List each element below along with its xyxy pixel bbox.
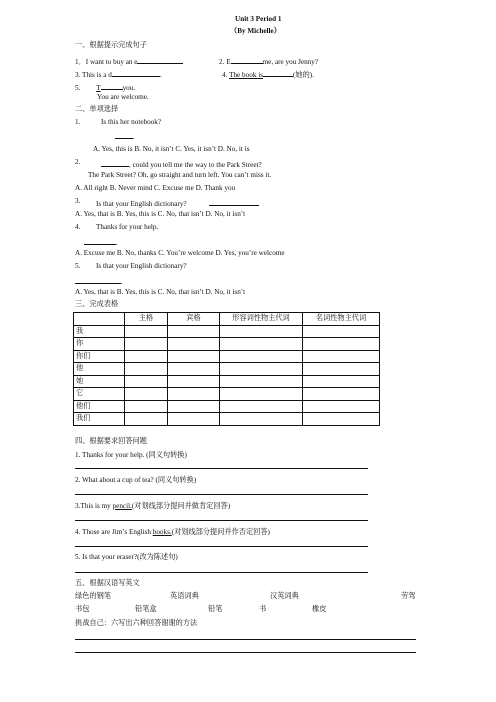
s5-word: 橡皮: [312, 605, 327, 613]
section1-heading: 一、根据提示完成句子: [75, 41, 147, 49]
table-row: [74, 350, 380, 363]
table-answer-cell[interactable]: [168, 350, 220, 363]
table-answer-cell[interactable]: [168, 338, 220, 351]
s4-q3-instruction: (对划线部分提问并做肯定回答): [131, 502, 231, 510]
s1-question-4: [222, 68, 314, 80]
s1-q5-underlined: T: [96, 84, 101, 92]
table-answer-cell[interactable]: [220, 413, 303, 426]
section2-heading: 二、单项选择: [75, 105, 119, 113]
s5-answer-line-2[interactable]: [75, 652, 416, 653]
s2-q1-num: 1.: [75, 118, 81, 126]
author-line: （By Michelle）: [230, 27, 281, 35]
s2-q4-blank-end: .: [116, 239, 118, 247]
s4-q1-answer-line[interactable]: [75, 468, 368, 469]
s2-q4-options[interactable]: A. Excuse me B. No, thanks C. You’re welcome D. Yes, you’re welcome: [75, 249, 285, 257]
s2-q1-text: Is this her notebook?: [101, 118, 162, 126]
s1-q5-reply: You are welcome.: [97, 93, 149, 101]
table-answer-cell[interactable]: [303, 413, 380, 426]
table-answer-cell[interactable]: [125, 413, 168, 426]
table-answer-cell[interactable]: [125, 375, 168, 388]
s4-q4-prefix: 4. Those are Jim’s English: [75, 528, 153, 536]
s2-q5-blank-end: .: [121, 278, 123, 286]
table-answer-cell[interactable]: [168, 375, 220, 388]
table-header-cell: 主格: [125, 313, 168, 326]
s2-q1-answer-blank[interactable]: [115, 130, 133, 139]
s1-q4-hint: (她的).: [293, 71, 314, 79]
s1-q2-suffix: me, are you Jenny?: [262, 58, 319, 66]
table-answer-cell[interactable]: [303, 375, 380, 388]
table-answer-cell[interactable]: [303, 325, 380, 338]
s1-question-1: [75, 55, 183, 67]
s1-q3-answer-blank[interactable]: [112, 68, 160, 77]
s4-q3-prefix: 3.This is my: [75, 502, 113, 510]
s1-q5-num: 5.: [75, 84, 81, 92]
s5-answer-line-1[interactable]: [75, 639, 416, 640]
worksheet-title: Unit 3 Period 1: [235, 15, 282, 23]
table-header-cell: 宾格: [168, 313, 220, 326]
table-row-label: 你们: [74, 350, 125, 363]
s1-q5-suffix: you.: [122, 84, 136, 92]
section4-heading: 四、根据要求回答问题: [75, 437, 147, 445]
s2-q4-answer-blank[interactable]: [84, 236, 116, 245]
s4-q4-underlined: books.: [152, 528, 172, 536]
table-answer-cell[interactable]: [168, 363, 220, 376]
table-answer-cell[interactable]: [220, 375, 303, 388]
s2-q1-blank: [115, 130, 135, 142]
table-answer-cell[interactable]: [220, 338, 303, 351]
table-row-label: 他们: [74, 400, 125, 413]
pronoun-table: [73, 312, 380, 426]
table-row: [74, 413, 380, 426]
s2-q4-blank: [84, 236, 118, 248]
s4-q4-instruction: (对划线部分提问并作否定回答): [171, 528, 270, 536]
table-row-label: 他: [74, 363, 125, 376]
table-answer-cell[interactable]: [168, 388, 220, 401]
s1-q1-answer-blank[interactable]: [137, 55, 183, 64]
table-row-label: 它: [74, 388, 125, 401]
s1-q4-prefix: 4.: [222, 71, 230, 79]
s1-q1-text: 1．I want to buy an e: [75, 58, 138, 66]
section3-heading: 三、完成表格: [75, 300, 119, 308]
s2-q3-text: [96, 197, 259, 209]
table-row: [74, 375, 380, 388]
s2-q4-num: 4.: [75, 223, 81, 231]
s4-q5-answer-line[interactable]: [75, 572, 368, 573]
table-row: [74, 363, 380, 376]
s2-q3-num: 3.: [75, 197, 81, 205]
s1-q2-text: 2. E: [219, 58, 231, 66]
table-row: [74, 338, 380, 351]
s2-q2-options[interactable]: A. All right B. Never mind C. Excuse me D. Thank you: [75, 184, 236, 192]
table-row-label: 我: [74, 325, 125, 338]
table-row-label: 我们: [74, 413, 125, 426]
s4-question-1: 1. Thanks for your help. (同义句转换): [75, 451, 187, 459]
s4-q3-answer-line[interactable]: [75, 520, 368, 521]
table-answer-cell[interactable]: [168, 413, 220, 426]
table-header-row: [74, 313, 380, 326]
s1-q5-answer-blank[interactable]: [101, 81, 123, 90]
s2-q5-options[interactable]: A. Yes, that is B. Yes, this is C. No, that isn’t D. No, it isn’t: [75, 288, 246, 296]
s2-q3-answer-blank[interactable]: [209, 197, 259, 206]
table-answer-cell[interactable]: [125, 400, 168, 413]
s2-q2-question: , could you tell me the way to the Park Street?: [129, 161, 262, 169]
s5-word: 劳驾: [401, 592, 416, 600]
s4-q2-answer-line[interactable]: [75, 494, 368, 495]
table-header-cell: [74, 313, 125, 326]
s2-q1-options[interactable]: A. Yes, this is B. No, it isn’t C. Yes, it isn’t D. No, it is: [93, 145, 250, 153]
s5-word: 英语词典: [170, 592, 199, 600]
table-answer-cell[interactable]: [125, 325, 168, 338]
s2-q5-text: Is that your English dictionary?: [96, 262, 187, 270]
s2-q5-blank: [75, 275, 123, 287]
table-row-label: 她: [74, 375, 125, 388]
s2-q3-options[interactable]: A. Yes, that is B. Yes, this is C. No, that isn’t D. No, it isn’t: [75, 210, 246, 218]
table-answer-cell[interactable]: [303, 350, 380, 363]
s2-q2-num: 2.: [75, 158, 81, 166]
table-header-cell: 形容词性物主代词: [220, 313, 303, 326]
s5-word: 绿色的钢笔: [75, 592, 111, 600]
s2-q2-reply: The Park Street? Oh, go straight and turn left. You can’t miss it.: [88, 171, 272, 179]
table-answer-cell[interactable]: [125, 350, 168, 363]
s4-question-2: 2. What about a cup of tea? (同义句转换): [75, 476, 197, 484]
table-answer-cell[interactable]: [303, 400, 380, 413]
s2-q4-text: Thanks for your help.: [96, 223, 159, 231]
s1-q3-suffix: .: [159, 71, 162, 79]
s5-word: 书包: [75, 605, 90, 613]
s1-question-3: [75, 68, 162, 80]
s5-word: 汉英词典: [270, 592, 299, 600]
s4-q4-answer-line[interactable]: [75, 546, 368, 547]
s1-question-5: [75, 81, 135, 93]
s5-word: 书: [259, 605, 267, 613]
table-row: [74, 388, 380, 401]
s2-q3-question: Is that your English dictionary?: [96, 200, 187, 208]
table-answer-cell[interactable]: [220, 350, 303, 363]
s2-q2-answer-blank[interactable]: [101, 158, 129, 167]
s1-q4-answer-blank[interactable]: [263, 68, 293, 77]
table-answer-cell[interactable]: [303, 363, 380, 376]
table-row: [74, 400, 380, 413]
section5-heading: 五、根据汉语写英文: [75, 579, 140, 587]
table-answer-cell[interactable]: [303, 388, 380, 401]
table-answer-cell[interactable]: [220, 363, 303, 376]
s2-q5-num: 5.: [75, 262, 81, 270]
s4-q3-underlined: pencil.: [112, 502, 132, 510]
s5-word: 铅笔盒: [135, 605, 157, 613]
table-header-cell: 名词性物主代词: [303, 313, 380, 326]
s1-q2-answer-blank[interactable]: [231, 55, 263, 64]
table-answer-cell[interactable]: [168, 325, 220, 338]
table-row-label: 你: [74, 338, 125, 351]
s5-challenge: 挑战自己：六写出六种回答谢谢的方法: [75, 619, 198, 627]
s4-question-5: 5. Is that your eraser?(改为陈述句): [75, 553, 178, 561]
table-answer-cell[interactable]: [125, 388, 168, 401]
table-row: [74, 325, 380, 338]
s1-q4-underlined: The book is: [229, 71, 263, 79]
table-answer-cell[interactable]: [220, 325, 303, 338]
s1-q3-text: 3. This is a d: [75, 71, 112, 79]
s2-q2-text: [101, 158, 262, 170]
table-answer-cell[interactable]: [220, 400, 303, 413]
s4-question-4: [75, 528, 270, 537]
table-answer-cell[interactable]: [220, 388, 303, 401]
table-answer-cell[interactable]: [125, 363, 168, 376]
s4-question-3: [75, 502, 230, 511]
s2-q1-blank-end: .: [133, 133, 135, 141]
table-answer-cell[interactable]: [168, 400, 220, 413]
s1-question-2: [219, 55, 318, 67]
s2-q5-answer-blank[interactable]: [75, 275, 121, 284]
table-answer-cell[interactable]: [125, 338, 168, 351]
table-answer-cell[interactable]: [303, 338, 380, 351]
s5-word: 铅笔: [208, 605, 223, 613]
